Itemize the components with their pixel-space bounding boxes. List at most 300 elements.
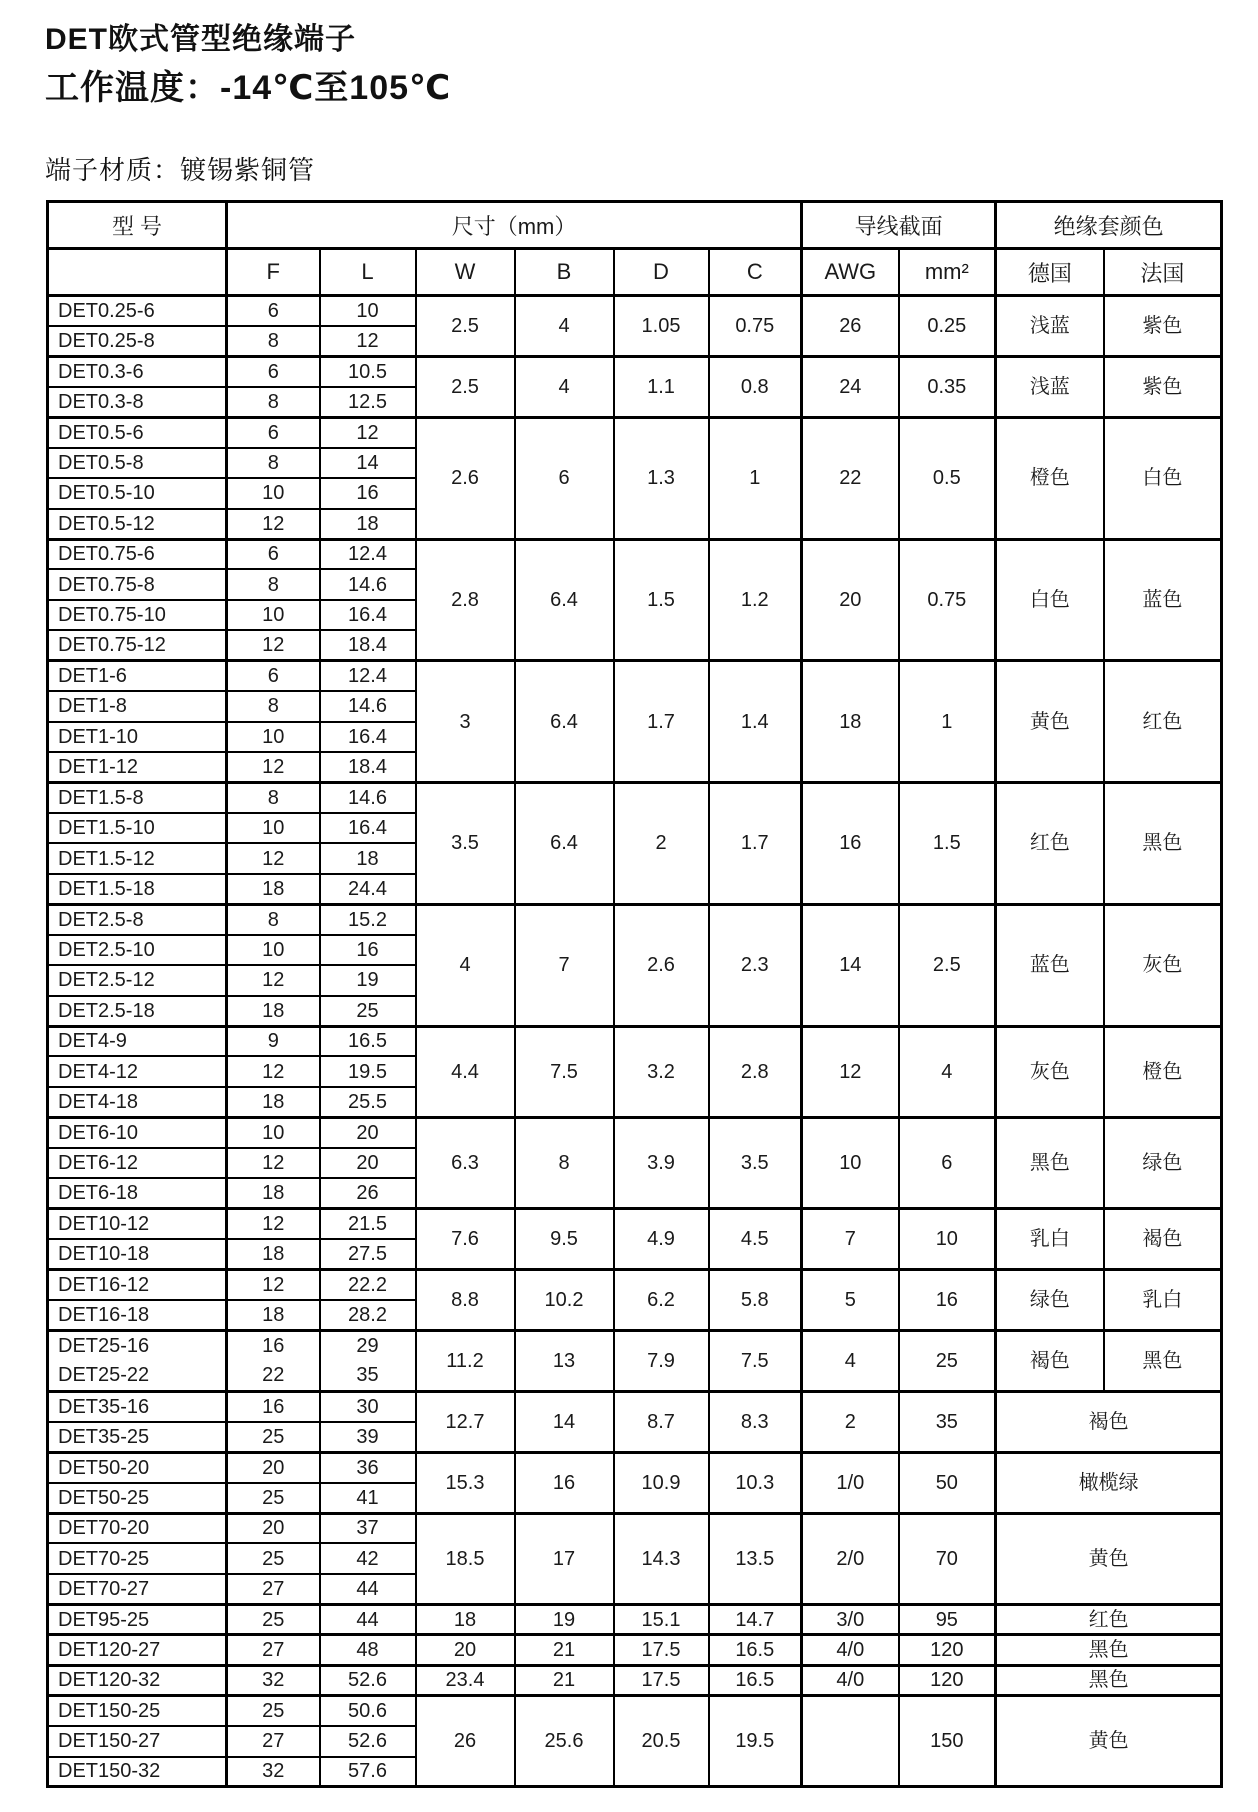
dim-l-cell: 14.6 [320,783,416,813]
dim-l-cell: 16.4 [320,600,416,630]
table-row [48,904,1222,934]
table-row [48,1026,1222,1056]
mm2-cell: 0.25 [899,296,996,357]
model-cell: DET0.25-6 [48,296,227,326]
table-row [48,1696,1222,1726]
dim-l-cell: 12 [320,326,416,356]
color-germany-cell: 浅蓝 [996,356,1104,417]
model-cell: DET0.3-8 [48,387,227,417]
dim-l-cell: 25 [320,996,416,1026]
color-merged-cell: 红色 [996,1604,1222,1634]
c-cell: 14.7 [709,1604,802,1634]
model-cell: DET25-22 [48,1361,227,1391]
dim-l-cell: 52.6 [320,1665,416,1695]
awg-cell: 4/0 [802,1635,899,1665]
dim-l-cell: 48 [320,1635,416,1665]
dim-f-cell: 6 [227,296,320,326]
dim-f-cell: 8 [227,691,320,721]
w-cell: 26 [416,1696,515,1787]
table-row [48,1330,1222,1360]
model-cell: DET95-25 [48,1604,227,1634]
color-germany-cell: 黑色 [996,1117,1104,1208]
model-cell: DET0.5-8 [48,448,227,478]
model-cell: DET1-8 [48,691,227,721]
dim-l-cell: 16.4 [320,722,416,752]
dim-l-cell: 44 [320,1574,416,1604]
c-cell: 0.8 [709,356,802,417]
dim-l-cell: 14.6 [320,691,416,721]
model-cell: DET0.75-6 [48,539,227,569]
c-cell: 16.5 [709,1665,802,1695]
b-cell: 16 [515,1452,614,1513]
mm2-cell: 16 [899,1270,996,1331]
spec-table [46,200,1223,1788]
w-cell: 6.3 [416,1117,515,1208]
dim-f-cell: 10 [227,1117,320,1147]
dim-f-cell: 12 [227,752,320,782]
dim-f-cell: 25 [227,1604,320,1634]
dim-f-cell: 9 [227,1026,320,1056]
dim-l-cell: 28.2 [320,1300,416,1330]
color-germany-cell: 橙色 [996,417,1104,539]
dim-f-cell: 18 [227,1239,320,1269]
dim-l-cell: 52.6 [320,1726,416,1756]
awg-cell: 3/0 [802,1604,899,1634]
header-col-D: D [614,249,709,296]
color-france-cell: 紫色 [1104,296,1222,357]
mm2-cell: 2.5 [899,904,996,1026]
model-cell: DET10-18 [48,1239,227,1269]
dim-l-cell: 16 [320,935,416,965]
model-cell: DET0.25-8 [48,326,227,356]
mm2-cell: 6 [899,1117,996,1208]
mm2-cell: 70 [899,1513,996,1604]
dim-f-cell: 12 [227,630,320,660]
model-cell: DET1-12 [48,752,227,782]
dim-l-cell: 24.4 [320,874,416,904]
model-cell: DET1-10 [48,722,227,752]
d-cell: 8.7 [614,1391,709,1452]
table-row [48,1209,1222,1239]
c-cell: 4.5 [709,1209,802,1270]
model-cell: DET6-10 [48,1117,227,1147]
color-merged-cell: 黑色 [996,1665,1222,1695]
dim-f-cell: 20 [227,1513,320,1543]
dim-f-cell: 18 [227,996,320,1026]
page-title: DET欧式管型绝缘端子 [45,23,356,56]
dim-l-cell: 18 [320,843,416,873]
w-cell: 20 [416,1635,515,1665]
awg-cell: 2/0 [802,1513,899,1604]
model-cell: DET70-20 [48,1513,227,1543]
color-france-cell: 褐色 [1104,1209,1222,1270]
terminal-material-line: 端子材质：镀锡紫铜管 [45,155,316,185]
dim-f-cell: 27 [227,1574,320,1604]
dim-l-cell: 35 [320,1361,416,1391]
model-cell: DET1.5-18 [48,874,227,904]
table-row [48,1665,1222,1695]
dim-f-cell: 10 [227,722,320,752]
w-cell: 3 [416,661,515,783]
c-cell: 13.5 [709,1513,802,1604]
spec-table-head [48,202,1222,296]
dim-f-cell: 10 [227,478,320,508]
table-row [48,356,1222,386]
d-cell: 6.2 [614,1270,709,1331]
dim-l-cell: 26 [320,1178,416,1208]
dim-f-cell: 20 [227,1452,320,1482]
c-cell: 2.8 [709,1026,802,1117]
dim-l-cell: 42 [320,1543,416,1573]
mm2-cell: 0.5 [899,417,996,539]
model-cell: DET1.5-10 [48,813,227,843]
header-col-germany: 德国 [996,249,1104,296]
model-cell: DET120-32 [48,1665,227,1695]
d-cell: 2.6 [614,904,709,1026]
b-cell: 6 [515,417,614,539]
table-row [48,1635,1222,1665]
header-wire-section: 导线截面 [802,202,996,249]
dim-l-cell: 10.5 [320,356,416,386]
dim-l-cell: 22.2 [320,1270,416,1300]
color-france-cell: 黑色 [1104,783,1222,905]
dim-l-cell: 19 [320,965,416,995]
w-cell: 12.7 [416,1391,515,1452]
dim-l-cell: 20 [320,1117,416,1147]
dim-f-cell: 22 [227,1361,320,1391]
awg-cell: 7 [802,1209,899,1270]
color-germany-cell: 绿色 [996,1270,1104,1331]
table-row [48,783,1222,813]
color-france-cell: 黑色 [1104,1330,1222,1391]
header-col-C: C [709,249,802,296]
color-merged-cell: 黑色 [996,1635,1222,1665]
dim-f-cell: 8 [227,569,320,599]
dim-l-cell: 20 [320,1148,416,1178]
w-cell: 15.3 [416,1452,515,1513]
b-cell: 13 [515,1330,614,1391]
color-germany-cell: 褐色 [996,1330,1104,1391]
c-cell: 10.3 [709,1452,802,1513]
b-cell: 6.4 [515,783,614,905]
model-cell: DET0.75-10 [48,600,227,630]
dim-l-cell: 15.2 [320,904,416,934]
b-cell: 9.5 [515,1209,614,1270]
table-row [48,539,1222,569]
mm2-cell: 150 [899,1696,996,1787]
dim-l-cell: 30 [320,1391,416,1421]
d-cell: 1.05 [614,296,709,357]
awg-cell: 20 [802,539,899,661]
dim-l-cell: 16.5 [320,1026,416,1056]
model-cell: DET0.75-12 [48,630,227,660]
dim-f-cell: 12 [227,1056,320,1086]
working-temperature-line: 工作温度：-14℃至105℃ [45,69,452,107]
dim-f-cell: 25 [227,1422,320,1452]
awg-cell: 5 [802,1270,899,1331]
mm2-cell: 4 [899,1026,996,1117]
model-cell: DET0.5-6 [48,417,227,447]
header-row-columns [48,249,1222,296]
color-germany-cell: 黄色 [996,661,1104,783]
awg-cell: 14 [802,904,899,1026]
dim-f-cell: 32 [227,1757,320,1787]
dim-f-cell: 12 [227,965,320,995]
dim-l-cell: 27.5 [320,1239,416,1269]
c-cell: 16.5 [709,1635,802,1665]
c-cell: 1 [709,417,802,539]
dim-f-cell: 18 [227,1087,320,1117]
model-cell: DET50-25 [48,1483,227,1513]
dim-l-cell: 39 [320,1422,416,1452]
dim-f-cell: 18 [227,874,320,904]
header-sleeve-color: 绝缘套颜色 [996,202,1222,249]
model-cell: DET70-25 [48,1543,227,1573]
color-france-cell: 蓝色 [1104,539,1222,661]
c-cell: 3.5 [709,1117,802,1208]
dim-f-cell: 8 [227,904,320,934]
c-cell: 5.8 [709,1270,802,1331]
w-cell: 11.2 [416,1330,515,1391]
model-cell: DET0.5-10 [48,478,227,508]
b-cell: 14 [515,1391,614,1452]
model-cell: DET150-27 [48,1726,227,1756]
c-cell: 7.5 [709,1330,802,1391]
dim-l-cell: 50.6 [320,1696,416,1726]
table-row [48,1391,1222,1421]
dim-l-cell: 16.4 [320,813,416,843]
w-cell: 4 [416,904,515,1026]
mm2-cell: 120 [899,1665,996,1695]
dim-f-cell: 10 [227,813,320,843]
dim-l-cell: 25.5 [320,1087,416,1117]
b-cell: 7.5 [515,1026,614,1117]
model-cell: DET4-18 [48,1087,227,1117]
c-cell: 8.3 [709,1391,802,1452]
mm2-cell: 25 [899,1330,996,1391]
d-cell: 14.3 [614,1513,709,1604]
b-cell: 19 [515,1604,614,1634]
header-model: 型 号 [48,202,227,249]
model-cell: DET0.5-12 [48,509,227,539]
awg-cell: 16 [802,783,899,905]
color-germany-cell: 浅蓝 [996,296,1104,357]
d-cell: 7.9 [614,1330,709,1391]
d-cell: 2 [614,783,709,905]
w-cell: 8.8 [416,1270,515,1331]
d-cell: 1.1 [614,356,709,417]
dim-f-cell: 16 [227,1391,320,1421]
color-france-cell: 灰色 [1104,904,1222,1026]
table-row [48,1513,1222,1543]
c-cell: 1.2 [709,539,802,661]
dim-l-cell: 18.4 [320,752,416,782]
model-cell: DET4-12 [48,1056,227,1086]
color-germany-cell: 蓝色 [996,904,1104,1026]
mm2-cell: 95 [899,1604,996,1634]
d-cell: 3.9 [614,1117,709,1208]
awg-cell [802,1696,899,1787]
mm2-cell: 0.35 [899,356,996,417]
dim-f-cell: 12 [227,1270,320,1300]
model-cell: DET1-6 [48,661,227,691]
model-cell: DET70-27 [48,1574,227,1604]
dim-f-cell: 12 [227,509,320,539]
model-cell: DET35-25 [48,1422,227,1452]
awg-cell: 12 [802,1026,899,1117]
mm2-cell: 1 [899,661,996,783]
dim-f-cell: 25 [227,1483,320,1513]
c-cell: 0.75 [709,296,802,357]
table-row [48,296,1222,326]
color-france-cell: 红色 [1104,661,1222,783]
color-merged-cell: 橄榄绿 [996,1452,1222,1513]
awg-cell: 2 [802,1391,899,1452]
w-cell: 4.4 [416,1026,515,1117]
model-cell: DET25-16 [48,1330,227,1360]
model-cell: DET6-18 [48,1178,227,1208]
dim-l-cell: 18 [320,509,416,539]
dim-f-cell: 8 [227,387,320,417]
b-cell: 10.2 [515,1270,614,1331]
dim-l-cell: 37 [320,1513,416,1543]
b-cell: 21 [515,1635,614,1665]
b-cell: 4 [515,356,614,417]
dim-f-cell: 6 [227,417,320,447]
d-cell: 1.5 [614,539,709,661]
dim-l-cell: 36 [320,1452,416,1482]
dim-l-cell: 12.5 [320,387,416,417]
model-cell: DET2.5-8 [48,904,227,934]
model-cell: DET4-9 [48,1026,227,1056]
c-cell: 19.5 [709,1696,802,1787]
dim-l-cell: 44 [320,1604,416,1634]
model-cell: DET50-20 [48,1452,227,1482]
mm2-cell: 0.75 [899,539,996,661]
header-col-france: 法国 [1104,249,1222,296]
dim-l-cell: 19.5 [320,1056,416,1086]
b-cell: 6.4 [515,539,614,661]
header-col-W: W [416,249,515,296]
color-france-cell: 橙色 [1104,1026,1222,1117]
c-cell: 1.4 [709,661,802,783]
color-france-cell: 绿色 [1104,1117,1222,1208]
b-cell: 25.6 [515,1696,614,1787]
c-cell: 1.7 [709,783,802,905]
dim-f-cell: 12 [227,1209,320,1239]
table-row [48,661,1222,691]
color-germany-cell: 白色 [996,539,1104,661]
table-row [48,1117,1222,1147]
dim-l-cell: 41 [320,1483,416,1513]
model-cell: DET35-16 [48,1391,227,1421]
dim-f-cell: 32 [227,1665,320,1695]
dim-f-cell: 12 [227,1148,320,1178]
dim-f-cell: 6 [227,661,320,691]
model-cell: DET1.5-12 [48,843,227,873]
dim-l-cell: 18.4 [320,630,416,660]
d-cell: 10.9 [614,1452,709,1513]
model-cell: DET120-27 [48,1635,227,1665]
header-col-AWG: AWG [802,249,899,296]
w-cell: 2.8 [416,539,515,661]
model-cell: DET150-25 [48,1696,227,1726]
dim-f-cell: 12 [227,843,320,873]
dim-l-cell: 29 [320,1330,416,1360]
b-cell: 21 [515,1665,614,1695]
color-germany-cell: 乳白 [996,1209,1104,1270]
dim-f-cell: 25 [227,1696,320,1726]
dim-l-cell: 10 [320,296,416,326]
awg-cell: 4 [802,1330,899,1391]
b-cell: 17 [515,1513,614,1604]
awg-cell: 1/0 [802,1452,899,1513]
table-row [48,1270,1222,1300]
b-cell: 4 [515,296,614,357]
w-cell: 7.6 [416,1209,515,1270]
dim-f-cell: 16 [227,1330,320,1360]
color-germany-cell: 红色 [996,783,1104,905]
mm2-cell: 1.5 [899,783,996,905]
model-cell: DET10-12 [48,1209,227,1239]
header-empty-cell [48,249,227,296]
b-cell: 8 [515,1117,614,1208]
awg-cell: 22 [802,417,899,539]
dim-l-cell: 14 [320,448,416,478]
dim-f-cell: 6 [227,539,320,569]
awg-cell: 18 [802,661,899,783]
mm2-cell: 35 [899,1391,996,1452]
dim-f-cell: 27 [227,1726,320,1756]
w-cell: 18.5 [416,1513,515,1604]
header-row-groups [48,202,1222,249]
awg-cell: 4/0 [802,1665,899,1695]
dim-f-cell: 10 [227,935,320,965]
model-cell: DET2.5-12 [48,965,227,995]
table-row [48,1452,1222,1482]
model-cell: DET16-18 [48,1300,227,1330]
dim-l-cell: 12.4 [320,539,416,569]
model-cell: DET150-32 [48,1757,227,1787]
dim-f-cell: 27 [227,1635,320,1665]
color-merged-cell: 褐色 [996,1391,1222,1452]
w-cell: 3.5 [416,783,515,905]
d-cell: 1.7 [614,661,709,783]
dim-l-cell: 21.5 [320,1209,416,1239]
dim-f-cell: 25 [227,1543,320,1573]
d-cell: 17.5 [614,1635,709,1665]
dim-f-cell: 18 [227,1178,320,1208]
d-cell: 3.2 [614,1026,709,1117]
awg-cell: 10 [802,1117,899,1208]
table-row [48,417,1222,447]
b-cell: 7 [515,904,614,1026]
model-cell: DET16-12 [48,1270,227,1300]
w-cell: 2.5 [416,296,515,357]
d-cell: 4.9 [614,1209,709,1270]
w-cell: 18 [416,1604,515,1634]
table-row [48,1604,1222,1634]
dim-l-cell: 57.6 [320,1757,416,1787]
color-merged-cell: 黄色 [996,1696,1222,1787]
header-dimensions: 尺寸（mm） [227,202,802,249]
color-france-cell: 乳白 [1104,1270,1222,1331]
d-cell: 17.5 [614,1665,709,1695]
awg-cell: 26 [802,296,899,357]
model-cell: DET2.5-18 [48,996,227,1026]
d-cell: 15.1 [614,1604,709,1634]
c-cell: 2.3 [709,904,802,1026]
